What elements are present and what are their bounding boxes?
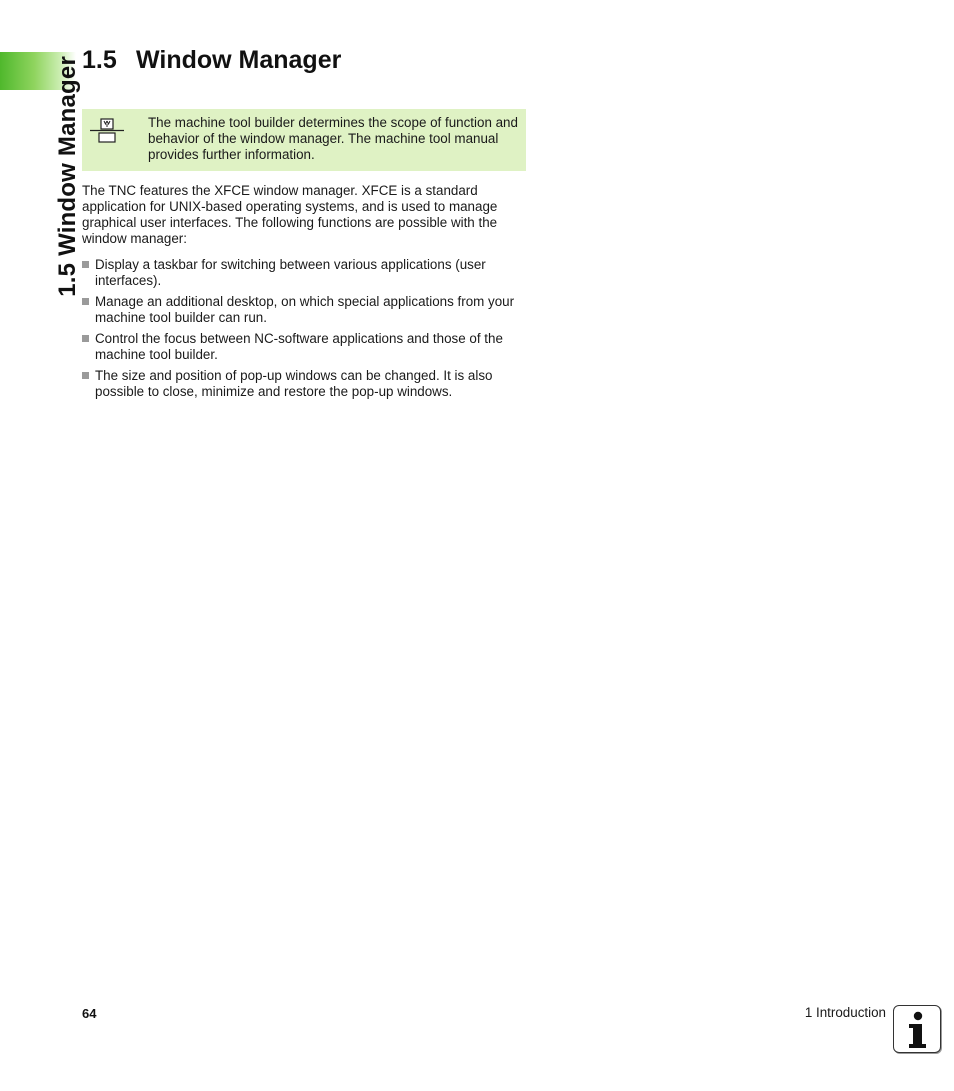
list-item — [82, 257, 526, 289]
bullet-square-icon — [82, 261, 89, 268]
page-number: 64 — [82, 1006, 97, 1021]
bullet-square-icon — [82, 335, 89, 342]
list-item-text: Control the focus between NC-software applications and those of the machine tool builder. — [95, 331, 503, 362]
page-title — [82, 46, 341, 75]
list-item — [82, 368, 526, 400]
machine-tool-builder-icon — [90, 118, 124, 144]
chapter-label: 1 Introduction — [804, 1005, 886, 1020]
info-icon — [893, 1005, 941, 1053]
bullet-square-icon — [82, 372, 89, 379]
chapter-side-title: 1.5 Window Manager — [54, 56, 81, 297]
bullet-square-icon — [82, 298, 89, 305]
note-text: The machine tool builder determines the scope of function and behavior of the window manager. The machine tool manual provides further information. — [148, 115, 518, 162]
list-item — [82, 294, 526, 326]
function-list — [82, 257, 526, 405]
section-title: Window Manager — [136, 46, 342, 74]
list-item-text: The size and position of pop-up windows can be changed. It is also possible to close, minimize and restore the pop-up windows. — [95, 368, 493, 399]
list-item-text: Display a taskbar for switching between various applications (user interfaces). — [95, 257, 486, 288]
list-item — [82, 331, 526, 363]
intro-paragraph: The TNC features the XFCE window manager. XFCE is a standard application for UNIX-based operating systems, and is used to manage graphical user interfaces. The following functions are possible with the window manager: — [82, 183, 498, 246]
machine-builder-note — [82, 109, 526, 171]
section-number: 1.5 — [82, 46, 117, 74]
list-item-text: Manage an additional desktop, on which special applications from your machine tool builder can run. — [95, 294, 515, 325]
